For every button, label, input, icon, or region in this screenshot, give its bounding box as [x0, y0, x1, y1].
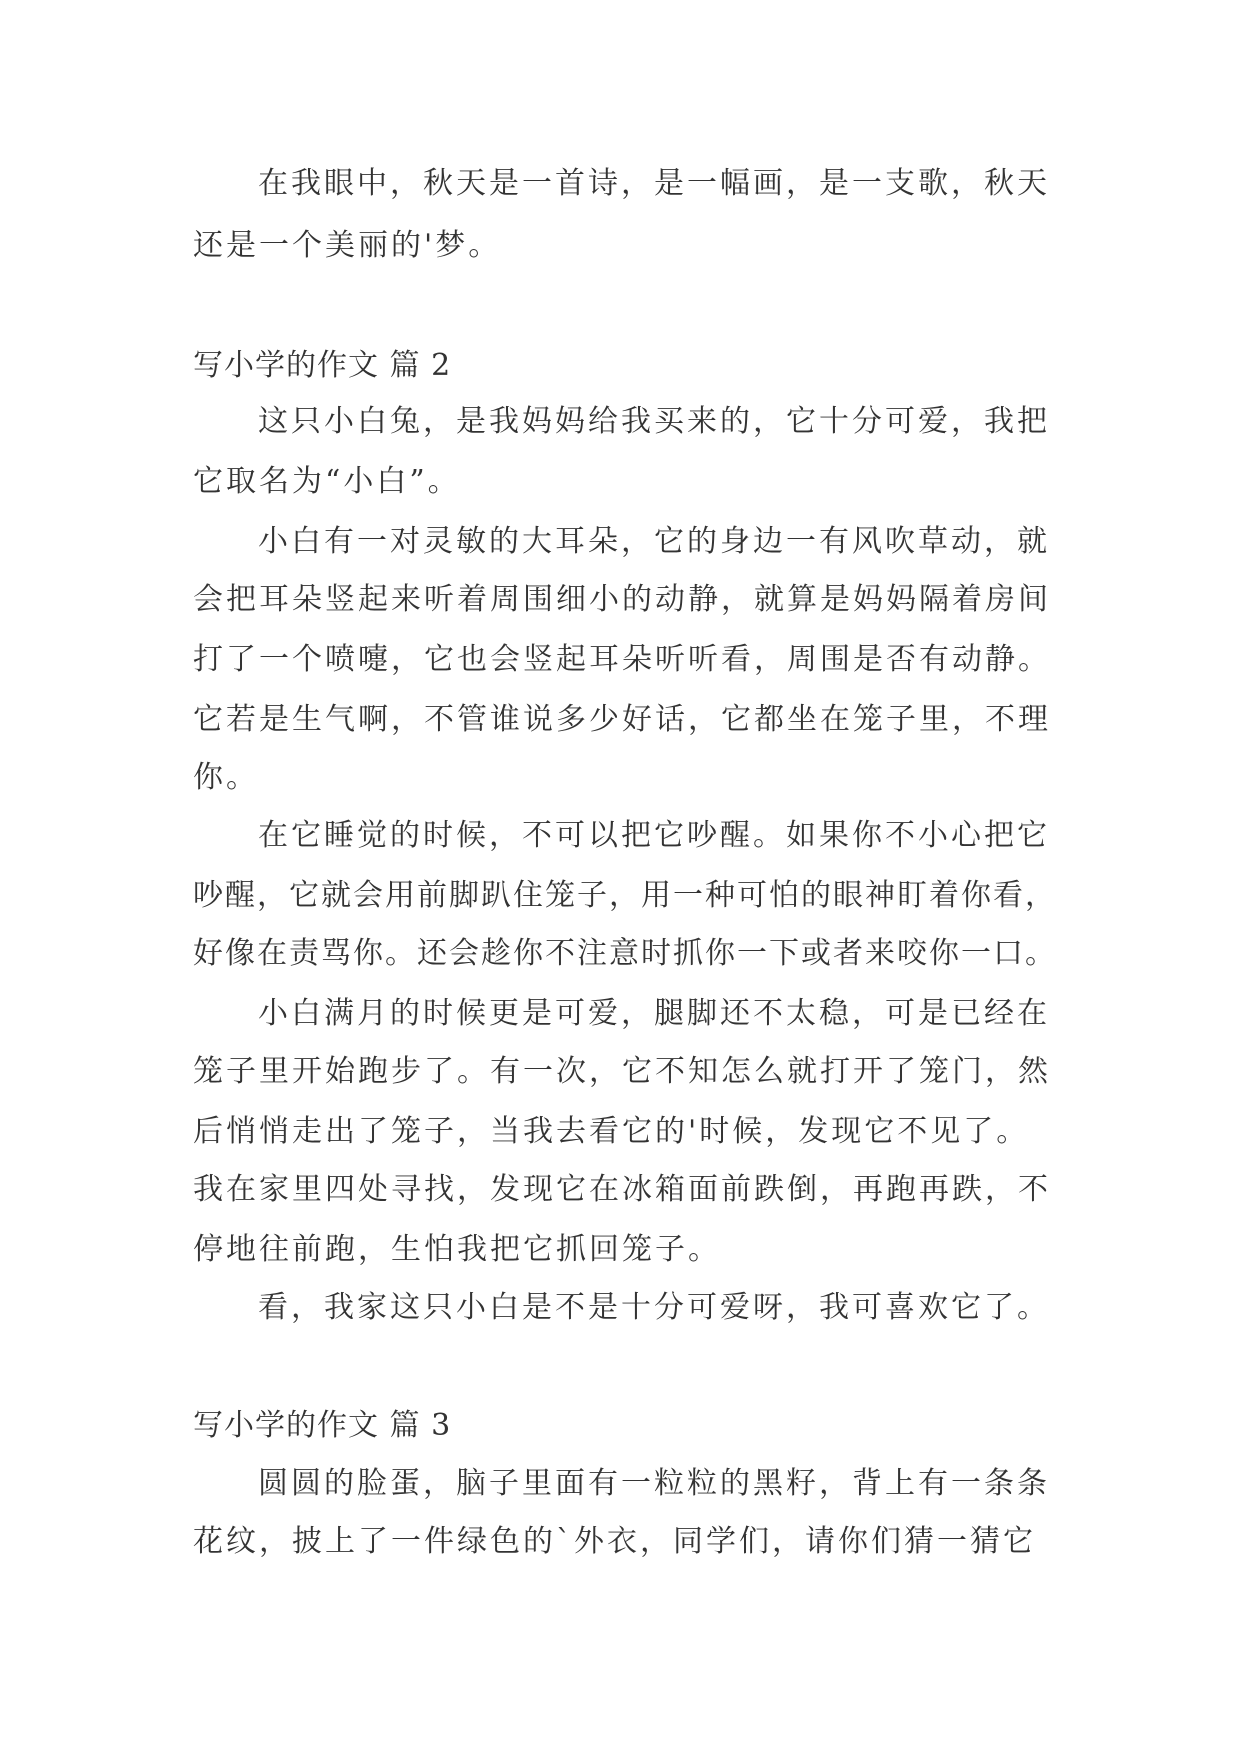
- paragraph-line: 吵醒，它就会用前脚趴住笼子，用一种可怕的眼神盯着你看，: [193, 878, 1057, 913]
- paragraph-line: 圆圆的脸蛋，脑子里面有一粒粒的黑籽，背上有一条条: [258, 1466, 1050, 1501]
- section-heading: 写小学的作文 篇 2: [193, 348, 452, 383]
- paragraph-line: 看，我家这只小白是不是十分可爱呀，我可喜欢它了。: [258, 1290, 1050, 1325]
- paragraph-line: 打了一个喷嚏，它也会竖起耳朵听听看，周围是否有动静。: [193, 642, 1051, 677]
- paragraph-line: 在它睡觉的时候，不可以把它吵醒。如果你不小心把它: [258, 818, 1050, 853]
- paragraph-line: 后悄悄走出了笼子，当我去看它的'时候，发现它不见了。: [193, 1114, 1030, 1149]
- paragraph-line: 还是一个美丽的'梦。: [193, 228, 502, 263]
- paragraph-line: 它若是生气啊，不管谁说多少好话，它都坐在笼子里，不理: [193, 702, 1051, 737]
- paragraph-line: 小白满月的时候更是可爱，腿脚还不太稳，可是已经在: [258, 996, 1050, 1031]
- paragraph-line: 花纹，披上了一件绿色的`外衣，同学们，请你们猜一猜它: [193, 1524, 1036, 1559]
- paragraph-line: 在我眼中，秋天是一首诗，是一幅画，是一支歌，秋天: [258, 166, 1050, 201]
- paragraph-line: 小白有一对灵敏的大耳朵，它的身边一有风吹草动，就: [258, 524, 1050, 559]
- paragraph-line: 好像在责骂你。还会趁你不注意时抓你一下或者来咬你一口。: [193, 936, 1057, 971]
- paragraph-line: 这只小白兔，是我妈妈给我买来的，它十分可爱，我把: [258, 404, 1050, 439]
- section-heading: 写小学的作文 篇 3: [193, 1408, 452, 1443]
- paragraph-line: 会把耳朵竖起来听着周围细小的动静，就算是妈妈隔着房间: [193, 582, 1051, 617]
- paragraph-line: 它取名为“小白”。: [193, 464, 461, 499]
- paragraph-line: 你。: [193, 760, 259, 795]
- paragraph-line: 停地往前跑，生怕我把它抓回笼子。: [193, 1232, 721, 1267]
- paragraph-line: 笼子里开始跑步了。有一次，它不知怎么就打开了笼门，然: [193, 1054, 1051, 1089]
- paragraph-line: 我在家里四处寻找，发现它在冰箱面前跌倒，再跑再跌，不: [193, 1172, 1051, 1207]
